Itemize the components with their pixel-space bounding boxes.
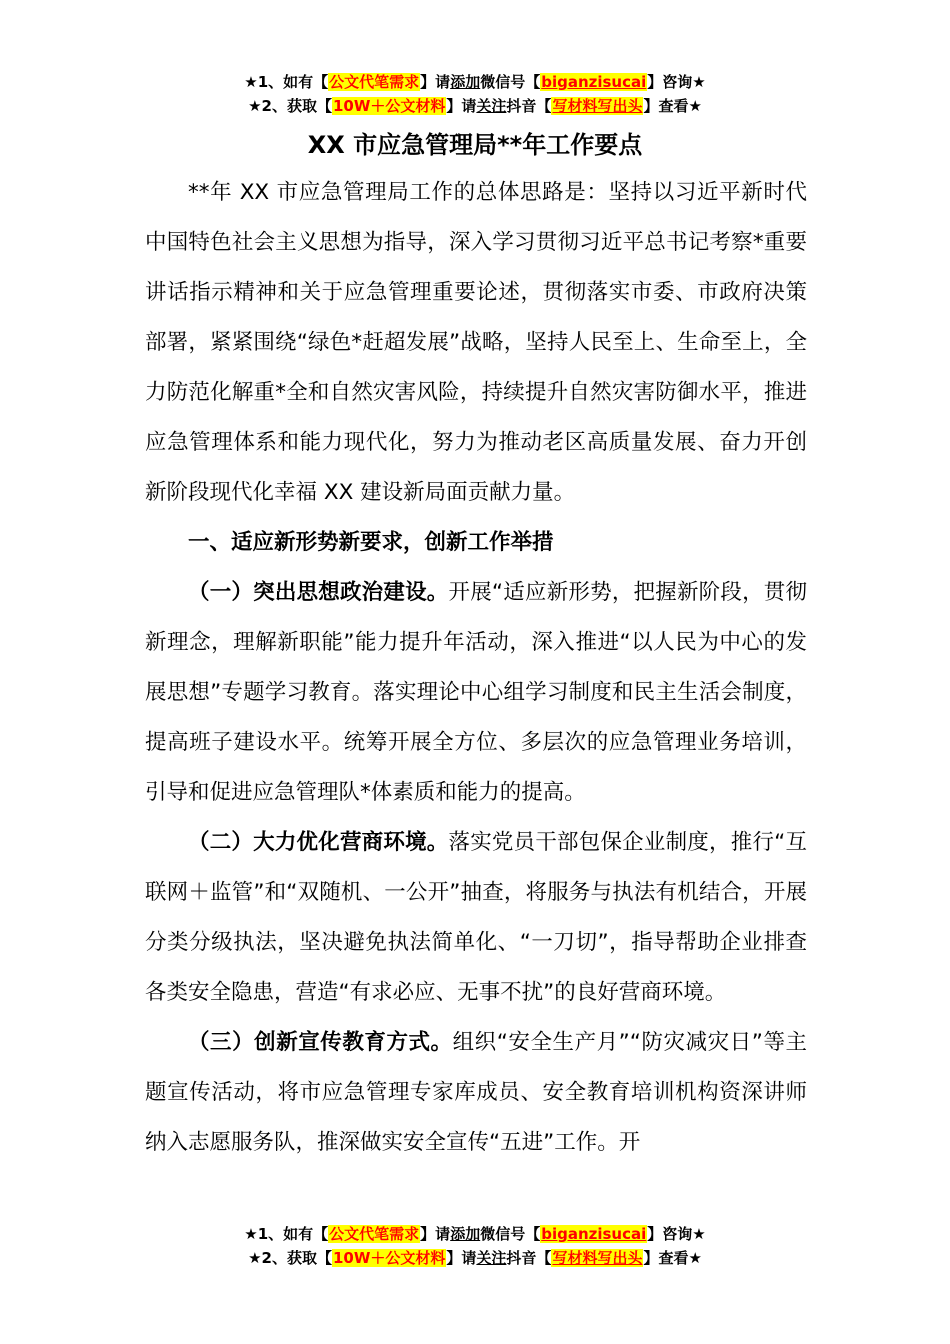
promo-underlined: 添加 xyxy=(450,1225,481,1243)
promo-text: ★2、获取【 xyxy=(248,97,332,115)
item-paragraph-3 xyxy=(145,1018,807,1168)
promo-douyin-id: 写材料写出头 xyxy=(552,97,643,115)
promo-underlined: 关注 xyxy=(476,1249,507,1267)
item-paragraph-1 xyxy=(145,568,807,818)
item-label: （三）创新宣传教育方式。 xyxy=(188,1030,453,1055)
promo-highlight: 10W＋公文材料 xyxy=(332,97,446,115)
promo-text: 】咨询★ xyxy=(647,73,706,91)
promo-wechat-id: biganzisucai xyxy=(541,73,647,91)
promo-highlight: 公文代笔需求 xyxy=(329,73,420,91)
promo-text: 】请 xyxy=(446,1249,477,1267)
promo-line-1 xyxy=(0,1222,950,1246)
item-text: 落实党员干部包保企业制度，推行“互联网＋监管”和“双随机、一公开”抽查，将服务与执法有机结合，开展分类分级执法，坚决避免执法简单化、“一刀切”，指导帮助企业排查各类安全隐患，营造“有求必应、无事不扰”的良好营商环境。 xyxy=(145,830,807,1005)
promo-highlight: 10W＋公文材料 xyxy=(332,1249,446,1267)
promo-text: 微信号【 xyxy=(480,73,541,91)
item-text: 组织“安全生产月”“防灾减灾日”等主题宣传活动，将市应急管理专家库成员、安全教育培训机构资深讲师纳入志愿服务队，推深做实安全宣传“五进”工作。开 xyxy=(145,1030,807,1155)
promo-text: 】查看★ xyxy=(643,97,702,115)
promo-text: 】查看★ xyxy=(643,1249,702,1267)
intro-paragraph: **年 XX 市应急管理局工作的总体思路是：坚持以习近平新时代中国特色社会主义思想为指导，深入学习贯彻习近平总书记考察*重要讲话指示精神和关于应急管理重要论述，贯彻落实市委、市政府决策部署，紧紧围绕“绿色*赶超发展”战略，坚持人民至上、生命至上，全力防范化解重*全和自然灾害风险，持续提升自然灾害防御水平，推进应急管理体系和能力现代化，努力为推动老区高质量发展、奋力开创新阶段现代化幸福 XX 建设新局面贡献力量。 xyxy=(145,180,807,505)
promo-line-2 xyxy=(0,1246,950,1270)
promo-line-1 xyxy=(0,70,950,94)
promo-text: ★1、如有【 xyxy=(244,73,329,91)
promo-underlined: 关注 xyxy=(476,97,507,115)
item-paragraph-2 xyxy=(145,818,807,1018)
promo-text: ★2、获取【 xyxy=(248,1249,332,1267)
promo-line-2 xyxy=(0,94,950,118)
promo-douyin-id: 写材料写出头 xyxy=(552,1249,643,1267)
promo-text: 】请 xyxy=(446,97,477,115)
promo-text: ★1、如有【 xyxy=(244,1225,329,1243)
item-label: （二）大力优化营商环境。 xyxy=(188,830,449,855)
item-text: 开展“适应新形势，把握新阶段，贯彻新理念，理解新职能”能力提升年活动，深入推进“以人民为中心的发展思想”专题学习教育。落实理论中心组学习制度和民主生活会制度，提高班子建设水平。统筹开展全方位、多层次的应急管理业务培训，引导和促进应急管理队*体素质和能力的提高。 xyxy=(145,580,807,805)
promo-text: 】咨询★ xyxy=(647,1225,706,1243)
promo-text: 】请 xyxy=(420,1225,451,1243)
section-heading: 一、适应新形势新要求，创新工作举措 xyxy=(188,530,554,555)
promo-banner-bottom xyxy=(0,1222,950,1270)
item-label: （一）突出思想政治建设。 xyxy=(188,580,449,605)
promo-text: 微信号【 xyxy=(480,1225,541,1243)
promo-text: 抖音【 xyxy=(506,97,552,115)
promo-banner-top xyxy=(0,70,950,118)
document-title: XX 市应急管理局**年工作要点 xyxy=(307,131,643,159)
promo-underlined: 添加 xyxy=(450,73,481,91)
document-body xyxy=(145,168,807,1168)
promo-highlight: 公文代笔需求 xyxy=(329,1225,420,1243)
promo-text: 抖音【 xyxy=(506,1249,552,1267)
promo-text: 】请 xyxy=(420,73,451,91)
promo-wechat-id: biganzisucai xyxy=(541,1225,647,1243)
